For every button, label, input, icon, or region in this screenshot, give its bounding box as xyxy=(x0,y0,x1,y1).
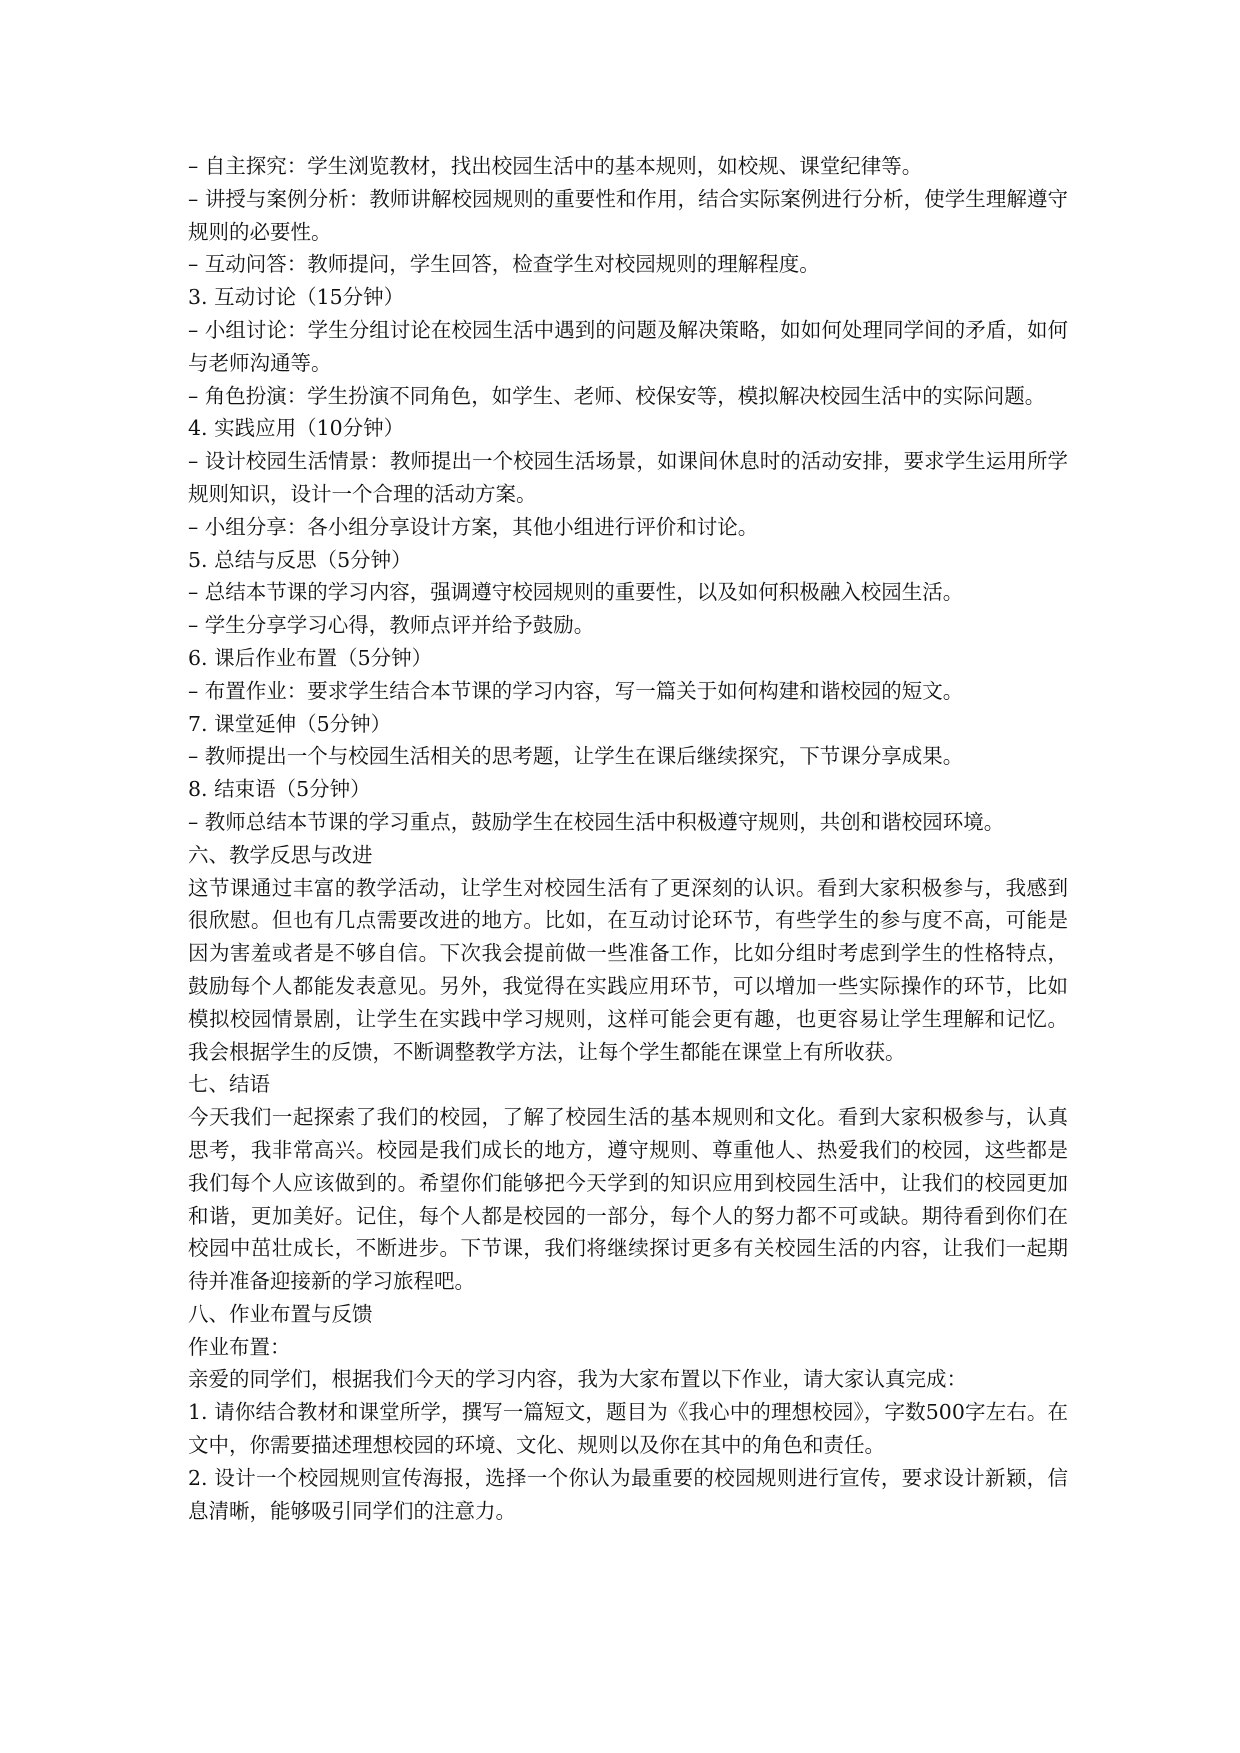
homework-intro: 亲爱的同学们，根据我们今天的学习内容，我为大家布置以下作业，请大家认真完成： xyxy=(188,1367,967,1392)
bullet-share-reflections: – 学生分享学习心得，教师点评并给予鼓励。 xyxy=(188,613,595,638)
bullet-assign-homework: – 布置作业：要求学生结合本节课的学习内容，写一篇关于如何构建和谐校园的短文。 xyxy=(188,678,964,703)
reflection-paragraph: 这节课通过丰富的教学活动，让学生对校园生活有了更深刻的认识。看到大家积极参与，我感到很欣慰。但也有几点需要改进的地方。比如，在互动讨论环节，有些学生的参与度不高，可能是因为害羞或者是不够自信。下次我会提前做一些准备工作，比如分组时考虑到学生的性格特点，鼓励每个人都能发表意见。另外，我觉得在实践应用环节，可以增加一些实际操作的环节，比如模拟校园情景剧，让学生在实践中学习规则，这样可能会更有趣，也更容易让学生理解和记忆。我会根据学生的反馈，不断调整教学方法，让每个学生都能在课堂上有所收获。 xyxy=(188,875,1068,1064)
bullet-interactive-qa: – 互动问答：教师提问，学生回答，检查学生对校园规则的理解程度。 xyxy=(188,252,820,277)
homework-label: 作业布置： xyxy=(188,1334,291,1359)
homework-item-1: 1. 请你结合教材和课堂所学，撰写一篇短文，题目为《我心中的理想校园》，字数500字左右。在文中，你需要描述理想校园的环境、文化、规则以及你在其中的角色和责任。 xyxy=(188,1400,1068,1458)
bullet-closing-summary: – 教师总结本节课的学习重点，鼓励学生在校园生活中积极遵守规则，共创和谐校园环境。 xyxy=(188,809,1005,834)
section-7-heading: 七、结语 xyxy=(188,1072,270,1097)
bullet-group-sharing: – 小组分享：各小组分享设计方案，其他小组进行评价和讨论。 xyxy=(188,514,759,539)
homework-item-2: 2. 设计一个校园规则宣传海报，选择一个你认为最重要的校园规则进行宣传，要求设计新颖，信息清晰，能够吸引同学们的注意力。 xyxy=(188,1465,1068,1523)
bullet-design-scenario: – 设计校园生活情景：教师提出一个校园生活场景，如课间休息时的活动安排，要求学生运用所学规则知识，设计一个合理的活动方案。 xyxy=(188,449,1068,506)
conclusion-paragraph: 今天我们一起探索了我们的校园，了解了校园生活的基本规则和文化。看到大家积极参与，认真思考，我非常高兴。校园是我们成长的地方，遵守规则、尊重他人、热爱我们的校园，这些都是我们每个人应该做到的。希望你们能够把今天学到的知识应用到校园生活中，让我们的校园更加和谐，更加美好。记住，每个人都是校园的一部分，每个人的努力都不可或缺。期待看到你们在校园中茁壮成长，不断进步。下节课，我们将继续探讨更多有关校园生活的内容，让我们一起期待并准备迎接新的学习旅程吧。 xyxy=(188,1105,1068,1294)
step-8-heading: 8. 结束语（5分钟） xyxy=(188,777,371,802)
section-8-heading: 八、作业布置与反馈 xyxy=(188,1301,373,1326)
bullet-group-discussion: – 小组讨论：学生分组讨论在校园生活中遇到的问题及解决策略，如如何处理同学间的矛盾，如何与老师沟通等。 xyxy=(188,317,1068,375)
bullet-self-exploration: – 自主探究：学生浏览教材，找出校园生活中的基本规则，如校规、课堂纪律等。 xyxy=(188,154,923,178)
bullet-lecture-case-analysis: – 讲授与案例分析：教师讲解校园规则的重要性和作用，结合实际案例进行分析，使学生理解遵守规则的必要性。 xyxy=(188,186,1068,244)
section-6-heading: 六、教学反思与改进 xyxy=(188,842,373,867)
bullet-role-play: – 角色扮演：学生扮演不同角色，如学生、老师、校保安等，模拟解决校园生活中的实际问题。 xyxy=(188,383,1046,408)
bullet-summary: – 总结本节课的学习内容，强调遵守校园规则的重要性，以及如何积极融入校园生活。 xyxy=(188,580,964,605)
step-3-heading: 3. 互动讨论（15分钟） xyxy=(188,285,405,310)
step-6-heading: 6. 课后作业布置（5分钟） xyxy=(188,645,433,670)
bullet-thinking-question: – 教师提出一个与校园生活相关的思考题，让学生在课后继续探究，下节课分享成果。 xyxy=(188,744,964,769)
step-4-heading: 4. 实践应用（10分钟） xyxy=(188,416,405,441)
document-page xyxy=(188,150,1068,1527)
step-7-heading: 7. 课堂延伸（5分钟） xyxy=(188,711,392,736)
step-5-heading: 5. 总结与反思（5分钟） xyxy=(188,547,412,572)
